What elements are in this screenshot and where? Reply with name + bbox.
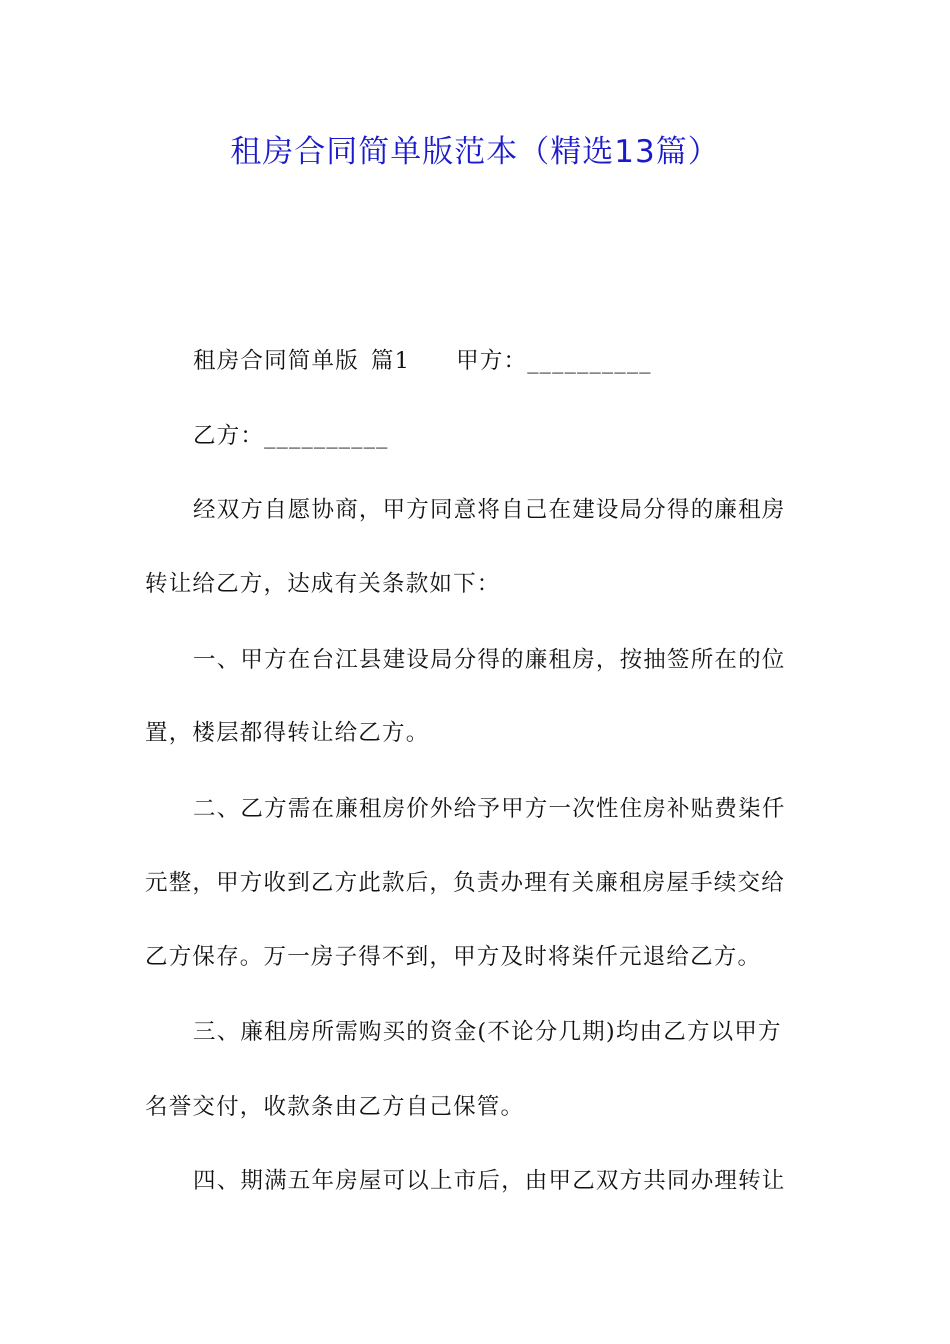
paragraph-line: 一、甲方在台江县建设局分得的廉租房，按抽签所在的位 [193,647,786,673]
section-heading: 租房合同简单版 [193,348,359,374]
paragraph-line: 名誉交付，收款条由乙方自己保管。 [145,1094,525,1120]
party-a-label: 甲方：__________ [456,348,652,374]
paragraph-line: 四、期满五年房屋可以上市后，由甲乙双方共同办理转让 [193,1168,786,1194]
party-b-label: 乙方：__________ [193,423,389,449]
paragraph-line: 三、廉租房所需购买的资金(不论分几期)均由乙方以甲方 [193,1019,782,1045]
paragraph-line: 二、乙方需在廉租房价外给予甲方一次性住房补贴费柒仟 [193,796,786,822]
paragraph-line: 经双方自愿协商，甲方同意将自己在建设局分得的廉租房 [193,497,786,523]
paragraph-line: 元整，甲方收到乙方此款后，负责办理有关廉租房屋手续交给 [145,870,785,896]
document-title: 租房合同简单版范本（精选13篇） [230,134,720,170]
paragraph-line: 转让给乙方，达成有关条款如下： [145,571,501,597]
paragraph-line: 置，楼层都得转让给乙方。 [145,720,430,746]
section-number: 篇1 [370,348,411,374]
section-heading-line [193,346,652,376]
paragraph-line: 乙方保存。万一房子得不到，甲方及时将柒仟元退给乙方。 [145,944,762,970]
